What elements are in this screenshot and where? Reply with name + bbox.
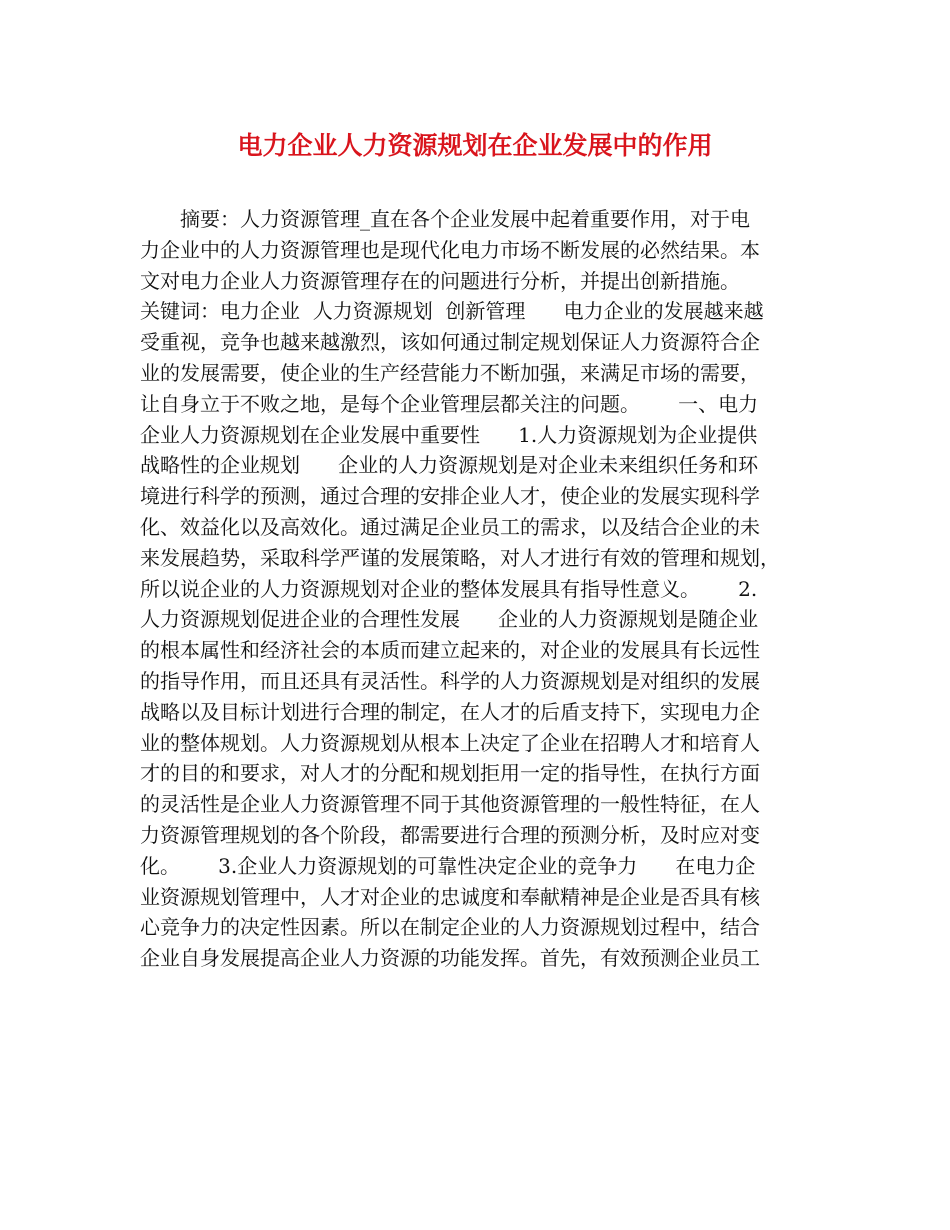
body-line: 化、效益化以及高效化。通过满足企业员工的需求，以及结合企业的未 (140, 514, 760, 539)
document-title: 电力企业人力资源规划在企业发展中的作用 (237, 131, 713, 160)
body-line: 化。 3.企业人力资源规划的可靠性决定企业的竞争力 在电力企 (140, 853, 756, 878)
body-line: 受重视，竞争也越来越激烈，该如何通过制定规划保证人力资源符合企 (140, 330, 760, 355)
body-line: 关键词：电力企业 人力资源规划 创新管理 电力企业的发展越来越 (140, 299, 764, 324)
body-line: 的根本属性和经济社会的本质而建立起来的，对企业的发展具有长远性 (140, 638, 760, 663)
body-line: 的指导作用，而且还具有灵活性。科学的人力资源规划是对组织的发展 (140, 668, 760, 693)
body-line: 所以说企业的人力资源规划对企业的整体发展具有指导性意义。 2. (140, 576, 758, 601)
body-line: 战略性的企业规划 企业的人力资源规划是对企业未来组织任务和环 (140, 453, 759, 478)
body-line: 境进行科学的预测，通过合理的安排企业人才，使企业的发展实现科学 (140, 484, 760, 509)
body-line: 企业自身发展提高企业人力资源的功能发挥。首先，有效预测企业员工 (140, 946, 760, 971)
body-line: 业的整体规划。人力资源规划从根本上决定了企业在招聘人才和培育人 (140, 730, 760, 755)
body-line: 业的发展需要，使企业的生产经营能力不断加强，来满足市场的需要， (140, 360, 760, 385)
body-line: 力企业中的人力资源管理也是现代化电力市场不断发展的必然结果。本 (140, 237, 760, 262)
body-line: 业资源规划管理中，人才对企业的忠诚度和奉献精神是企业是否具有核 (140, 884, 760, 909)
document-body (140, 204, 820, 974)
body-line: 让自身立于不败之地，是每个企业管理层都关注的问题。 一、电力 (140, 391, 759, 416)
body-line: 来发展趋势，采取科学严谨的发展策略，对人才进行有效的管理和规划， (140, 545, 780, 570)
body-line: 心竞争力的决定性因素。所以在制定企业的人力资源规划过程中，结合 (140, 915, 760, 940)
body-line: 文对电力企业人力资源管理存在的问题进行分析，并提出创新措施。 (140, 268, 740, 293)
body-line: 企业人力资源规划在企业发展中重要性 1.人力资源规划为企业提供 (140, 422, 758, 447)
body-line: 的灵活性是企业人力资源管理不同于其他资源管理的一般性特征，在人 (140, 792, 760, 817)
body-line: 才的目的和要求，对人才的分配和规划拒用一定的指导性，在执行方面 (140, 761, 760, 786)
body-line: 力资源管理规划的各个阶段，都需要进行合理的预测分析，及时应对变 (140, 822, 760, 847)
body-line: 战略以及目标计划进行合理的制定，在人才的后盾支持下，实现电力企 (140, 699, 760, 724)
body-line: 人力资源规划促进企业的合理性发展 企业的人力资源规划是随企业 (140, 607, 759, 632)
body-line: 摘要：人力资源管理_直在各个企业发展中起着重要作用，对于电 (140, 207, 750, 231)
